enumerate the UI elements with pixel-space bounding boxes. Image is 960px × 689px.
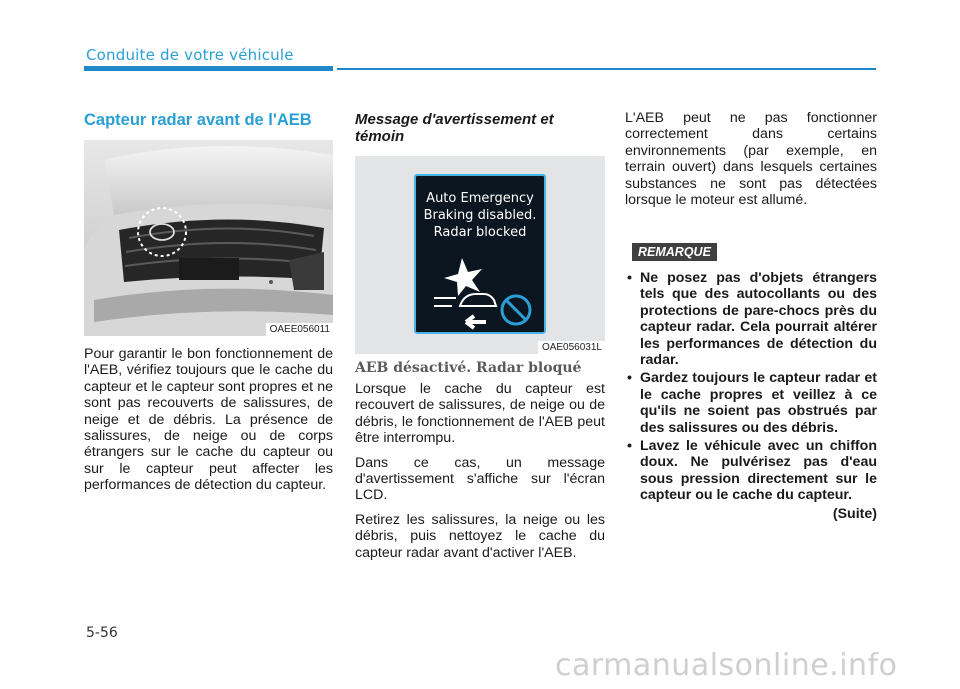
car-front-illustration [84,140,333,336]
header-rule-thin [337,68,876,70]
bullet-dot: • [627,270,632,286]
list-item-text: Gardez toujours le capteur radar et le cache propres et veillez à ce qu'ils ne soient pas obstrués par des salissures ou des débris. [640,370,877,436]
page-number: 5-56 [86,625,118,641]
remark-badge: REMARQUE [632,243,717,261]
subsection-title: Message d'avertissement et témoin [355,111,554,145]
intro-paragraph: L'AEB peut ne pas fonctionner correctement dans certains environnements (par exemple, en terrain ouvert) dans lesquels certaines substances ne sont pas détectées lorsque le moteur est allumé. [625,110,877,209]
screen-message [416,190,544,241]
screen-line: Braking disabled. [423,208,537,223]
warning-display-figure [355,156,605,354]
message-heading: AEB désactivé. Radar bloqué [355,360,582,376]
section-title: Capteur radar avant de l'AEB [84,111,312,129]
list-item-text: Lavez le véhicule avec un chiffon doux. Ne pulvérisez pas d'eau sous pression directement sur le capteur ou le cache du capteur. [640,438,877,504]
screen-line: Radar blocked [433,225,527,240]
radar-sensor-photo [84,140,333,336]
screen-line: Auto Emergency [426,191,534,206]
message-description [355,381,605,569]
bullet-dot: • [627,438,632,455]
continued-label: (Suite) [832,505,877,522]
watermark: carmanualsonline.info [555,648,898,683]
body-paragraph: Retirez les salissures, la neige ou les débris, puis nettoyez le cache du capteur radar avant d'activer l'AEB. [355,511,605,561]
list-item-text: Ne posez pas d'objets étrangers tels que des autocollants ou des protections de pare-chocs près du capteur radar. Cela pourrait altérer les performances de détection du radar. [640,270,877,369]
remark-list [625,270,877,522]
body-paragraph: Pour garantir le bon fonctionnement de l'AEB, vérifiez toujours que le cache du capteur et le capteur sont propres et ne sont pas recouverts de salissures, de neige et de débris. La présence de salissures, de neige ou de corps étrangers sur le cache du capteur ou sur le capteur peut affecter les performances de détection du capteur. [84,346,333,494]
image-code: OAE056031L [538,341,605,354]
list-item [625,370,877,436]
body-paragraph: Lorsque le cache du capteur est recouvert de salissures, de neige ou de débris, le fonctionnement de l'AEB peut être interrompu. [355,381,605,447]
header-rule-thick [84,66,333,71]
list-item [625,438,877,504]
bullet-dot: • [627,370,632,387]
image-code: OAEE056011 [266,323,333,336]
aeb-blocked-icon [416,252,544,332]
section-header-title: Conduite de votre véhicule [86,46,294,64]
list-item [625,270,877,368]
body-paragraph: Dans ce cas, un message d'avertissement s'affiche sur l'écran LCD. [355,454,605,504]
lcd-screen [414,174,546,334]
